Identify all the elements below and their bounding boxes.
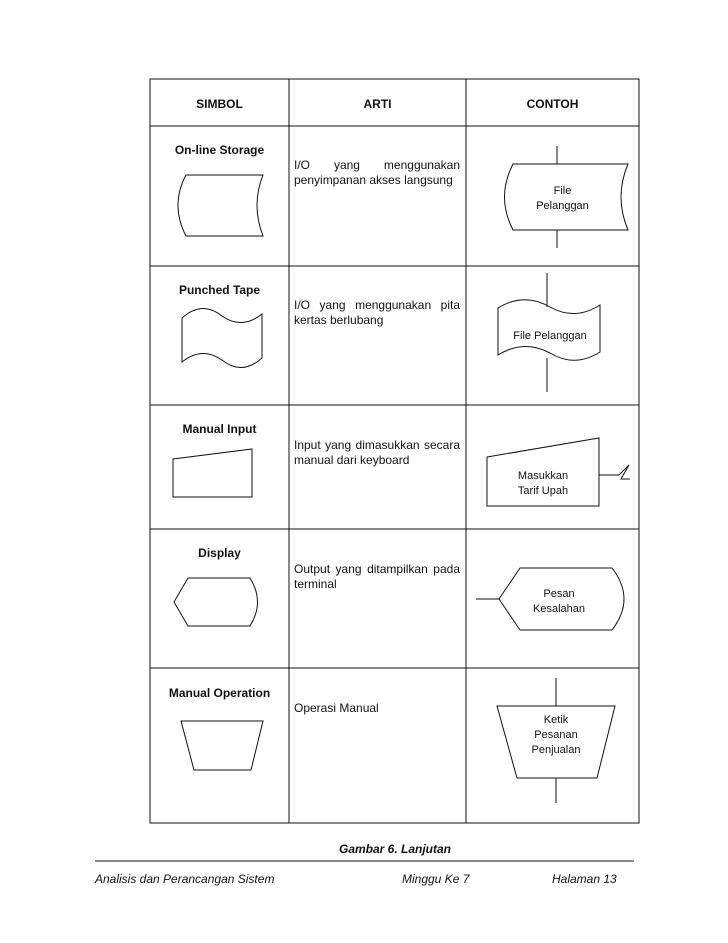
footer-course-title: Analisis dan Perancangan Sistem xyxy=(95,872,275,886)
example-label-line: File Pelanggan xyxy=(513,330,587,342)
example-label-line: Kesalahan xyxy=(533,603,585,615)
display-symbol xyxy=(174,578,258,626)
example-label-line: Penjualan xyxy=(531,744,581,756)
symbol-meaning: Input yang dimasukkan secara manual dari keyboard xyxy=(294,438,460,467)
example-label-line: Pesan xyxy=(543,588,575,600)
example-label-line: Tarif Upah xyxy=(517,485,569,497)
example-label xyxy=(516,713,596,758)
footer-week: Minggu Ke 7 xyxy=(402,872,470,886)
header-contoh: CONTOH xyxy=(526,97,579,111)
symbol-meaning: Operasi Manual xyxy=(294,701,379,715)
symbol-meaning: Output yang ditampilkan pada terminal xyxy=(294,562,460,591)
symbol-name: Display xyxy=(198,546,241,560)
example-label xyxy=(500,469,586,499)
symbol-meaning: I/O yang menggunakan penyimpanan akses langsung xyxy=(294,158,460,187)
symbol-name: Manual Input xyxy=(182,422,257,436)
example-label xyxy=(515,184,610,214)
example-label-line: Pesanan xyxy=(534,729,578,741)
example-label-line: Masukkan xyxy=(517,470,569,482)
symbol-meaning: I/O yang menggunakan pita kertas berlubang xyxy=(294,298,460,327)
communication-link-line xyxy=(599,465,630,479)
punched-tape-symbol xyxy=(182,308,262,367)
symbol-name: On-line Storage xyxy=(174,143,265,157)
example-label xyxy=(500,329,600,344)
example-label-line: Pelanggan xyxy=(536,200,589,212)
figure-caption: Gambar 6. Lanjutan xyxy=(338,842,452,856)
manual-input-symbol xyxy=(173,449,252,497)
example-label-line: File xyxy=(553,185,572,197)
example-label-line: Ketik xyxy=(543,714,569,726)
example-label xyxy=(515,587,603,617)
online-storage-symbol xyxy=(178,175,263,236)
symbol-name: Punched Tape xyxy=(178,283,261,297)
header-simbol: SIMBOL xyxy=(196,97,243,111)
footer-page-number: Halaman 13 xyxy=(552,872,617,886)
manual-operation-symbol xyxy=(181,721,263,770)
symbol-name: Manual Operation xyxy=(168,686,271,700)
header-arti: ARTI xyxy=(363,97,392,111)
